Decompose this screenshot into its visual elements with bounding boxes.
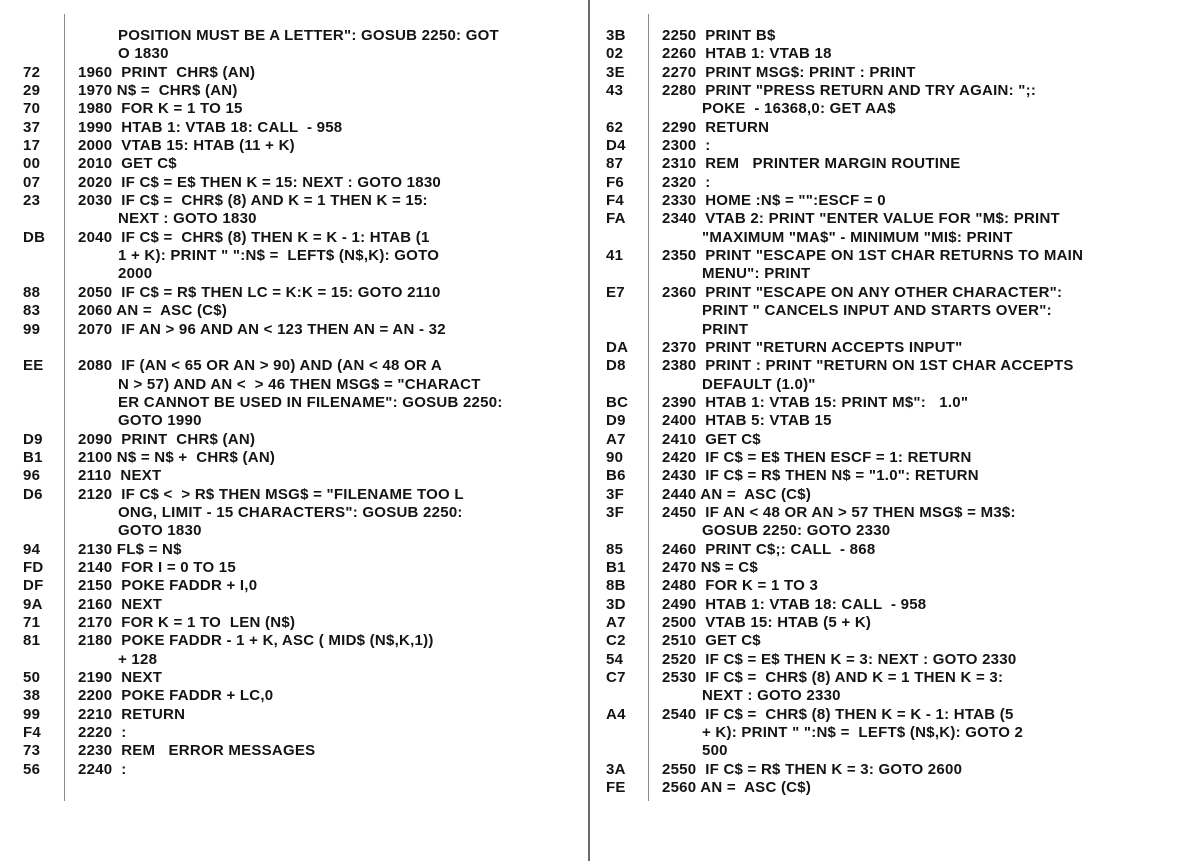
code-line	[0, 339, 590, 357]
checksum: 00	[23, 155, 41, 173]
checksum: B1	[606, 558, 626, 576]
code-text: 2070 IF AN > 96 AND AN < 123 THEN AN = AN - 32	[78, 320, 446, 338]
code-text: 2060 AN = ASC (C$)	[78, 302, 228, 320]
code-line	[592, 632, 1200, 650]
code-line	[592, 265, 1200, 283]
code-line	[592, 174, 1200, 192]
code-continuation: POKE - 16368,0: GET AA$	[702, 100, 896, 118]
code-line	[592, 64, 1200, 82]
checksum: 56	[23, 760, 41, 778]
code-line	[592, 284, 1200, 302]
code-line	[0, 577, 590, 595]
checksum: D9	[606, 412, 626, 430]
checksum: 8B	[606, 577, 626, 595]
checksum: 07	[23, 173, 41, 191]
code-continuation: NEXT : GOTO 1830	[118, 210, 257, 228]
code-line	[592, 724, 1200, 742]
code-line	[0, 394, 590, 412]
code-text: 2560 AN = ASC (C$)	[662, 779, 812, 797]
right-column	[592, 0, 1200, 861]
code-text: 2030 IF C$ = CHR$ (8) AND K = 1 THEN K = 15:	[78, 192, 428, 210]
code-line	[0, 376, 590, 394]
code-text: 2410 GET C$	[662, 430, 761, 448]
code-line	[0, 64, 590, 82]
checksum: 71	[23, 614, 41, 631]
code-text: 2450 IF AN < 48 OR AN > 57 THEN MSG$ = M3$:	[662, 503, 1016, 521]
code-line	[0, 449, 590, 467]
checksum: 43	[606, 82, 624, 100]
code-text: 2280 PRINT "PRESS RETURN AND TRY AGAIN: ";:	[662, 82, 1037, 100]
code-line	[592, 467, 1200, 485]
code-line	[0, 412, 590, 430]
code-text: 2390 HTAB 1: VTAB 15: PRINT M$": 1.0"	[662, 393, 969, 411]
code-text: 2180 POKE FADDR - 1 + K, ASC ( MID$ (N$,K,1))	[78, 632, 434, 650]
code-line	[592, 504, 1200, 522]
code-line	[0, 467, 590, 485]
left-listing	[0, 27, 590, 779]
code-text: 2310 REM PRINTER MARGIN ROUTINE	[662, 155, 961, 173]
code-text: 2100 N$ = N$ + CHR$ (AN)	[78, 448, 276, 466]
code-line	[592, 687, 1200, 705]
code-text: 2190 NEXT	[78, 669, 163, 687]
code-text: 1960 PRINT CHR$ (AN)	[78, 63, 256, 81]
code-text: 1970 N$ = CHR$ (AN)	[78, 82, 238, 100]
code-text: 2530 IF C$ = CHR$ (8) AND K = 1 THEN K = 3:	[662, 669, 1004, 687]
checksum: 17	[23, 137, 41, 155]
code-text: 2350 PRINT "ESCAPE ON 1ST CHAR RETURNS TO MAIN	[662, 247, 1084, 265]
code-line	[0, 247, 590, 265]
checksum: 3D	[606, 595, 626, 613]
code-continuation: "MAXIMUM "MA$" - MINIMUM "MI$: PRINT	[702, 228, 1013, 246]
code-line	[592, 541, 1200, 559]
code-line	[0, 559, 590, 577]
code-continuation: O 1830	[118, 45, 169, 63]
code-line	[0, 431, 590, 449]
code-continuation: + 128	[118, 650, 158, 668]
code-line	[592, 394, 1200, 412]
checksum: 3B	[606, 27, 626, 44]
code-text: 2040 IF C$ = CHR$ (8) THEN K = K - 1: HTAB (1	[78, 228, 430, 246]
code-continuation: ONG, LIMIT - 15 CHARACTERS": GOSUB 2250:	[118, 503, 463, 521]
code-text: 2130 FL$ = N$	[78, 540, 182, 558]
right-listing	[592, 27, 1200, 797]
code-text: 2200 POKE FADDR + LC,0	[78, 687, 274, 705]
code-line	[0, 706, 590, 724]
checksum: FA	[606, 210, 626, 228]
code-continuation: POSITION MUST BE A LETTER": GOSUB 2250: GOT	[118, 27, 499, 44]
code-continuation: DEFAULT (1.0)"	[702, 375, 816, 393]
code-line	[592, 706, 1200, 724]
code-continuation: N > 57) AND AN < > 46 THEN MSG$ = "CHARACT	[118, 375, 481, 393]
code-line	[0, 229, 590, 247]
code-text: 2470 N$ = C$	[662, 558, 758, 576]
code-line	[592, 431, 1200, 449]
code-text: 2120 IF C$ < > R$ THEN MSG$ = "FILENAME TOO L	[78, 485, 464, 503]
checksum: 41	[606, 247, 624, 265]
code-line	[0, 210, 590, 228]
code-text: 2510 GET C$	[662, 632, 761, 650]
checksum: 54	[606, 650, 624, 668]
checksum: 3E	[606, 63, 625, 81]
checksum: D6	[23, 485, 43, 503]
code-text: 2420 IF C$ = E$ THEN ESCF = 1: RETURN	[662, 448, 972, 466]
code-line	[0, 27, 590, 45]
code-line	[592, 82, 1200, 100]
code-text: 1980 FOR K = 1 TO 15	[78, 100, 243, 118]
checksum: BC	[606, 393, 629, 411]
code-line	[592, 229, 1200, 247]
left-column	[0, 0, 590, 861]
checksum: FD	[23, 558, 44, 576]
code-line	[592, 357, 1200, 375]
code-line	[592, 577, 1200, 595]
checksum: C2	[606, 632, 626, 650]
code-continuation: 1 + K): PRINT " ":N$ = LEFT$ (N$,K): GOTO	[118, 247, 440, 265]
code-line	[0, 265, 590, 283]
code-line	[592, 119, 1200, 137]
code-line	[0, 174, 590, 192]
code-line	[0, 669, 590, 687]
code-text: 2230 REM ERROR MESSAGES	[78, 742, 316, 760]
checksum: 70	[23, 100, 41, 118]
code-text: 2480 FOR K = 1 TO 3	[662, 577, 819, 595]
code-text: 2240 :	[78, 760, 127, 778]
code-text: 2380 PRINT : PRINT "RETURN ON 1ST CHAR ACCEPTS	[662, 357, 1074, 375]
code-line	[592, 522, 1200, 540]
code-text: 2010 GET C$	[78, 155, 177, 173]
code-text: 2500 VTAB 15: HTAB (5 + K)	[662, 614, 872, 631]
code-continuation: NEXT : GOTO 2330	[702, 687, 841, 705]
code-line	[592, 614, 1200, 632]
code-continuation: GOTO 1990	[118, 412, 202, 430]
checksum: C7	[606, 669, 626, 687]
code-line	[592, 559, 1200, 577]
code-text: 2340 VTAB 2: PRINT "ENTER VALUE FOR "M$: PRINT	[662, 210, 1060, 228]
checksum: D8	[606, 357, 626, 375]
code-continuation: + K): PRINT " ":N$ = LEFT$ (N$,K): GOTO 2	[702, 724, 1024, 742]
checksum: 83	[23, 302, 41, 320]
code-text: 2210 RETURN	[78, 705, 186, 723]
checksum: D4	[606, 137, 626, 155]
code-text: 2050 IF C$ = R$ THEN LC = K:K = 15: GOTO 2110	[78, 283, 441, 301]
code-line	[592, 779, 1200, 797]
code-line	[592, 669, 1200, 687]
checksum: DB	[23, 228, 46, 246]
code-continuation: ER CANNOT BE USED IN FILENAME": GOSUB 2250:	[118, 393, 503, 411]
code-line	[0, 614, 590, 632]
checksum: 38	[23, 687, 41, 705]
code-line	[0, 522, 590, 540]
checksum: 73	[23, 742, 41, 760]
checksum: 9A	[23, 595, 43, 613]
code-line	[0, 137, 590, 155]
checksum: D9	[23, 430, 43, 448]
code-text: 2460 PRINT C$;: CALL - 868	[662, 540, 876, 558]
code-line	[592, 339, 1200, 357]
code-text: 2360 PRINT "ESCAPE ON ANY OTHER CHARACTER":	[662, 283, 1063, 301]
checksum: 88	[23, 283, 41, 301]
checksum: 62	[606, 118, 624, 136]
checksum: 99	[23, 320, 41, 338]
checksum: 02	[606, 45, 624, 63]
code-text: 2220 :	[78, 724, 127, 742]
code-text: 2520 IF C$ = E$ THEN K = 3: NEXT : GOTO 2330	[662, 650, 1017, 668]
code-text: 2320 :	[662, 173, 711, 191]
code-line	[592, 321, 1200, 339]
code-text: 2300 :	[662, 137, 711, 155]
code-text: 2000 VTAB 15: HTAB (11 + K)	[78, 137, 295, 155]
checksum: 87	[606, 155, 624, 173]
code-line	[0, 761, 590, 779]
checksum: F4	[23, 724, 42, 742]
code-line	[592, 302, 1200, 320]
checksum: 90	[606, 448, 624, 466]
code-line	[0, 541, 590, 559]
code-text: 2270 PRINT MSG$: PRINT : PRINT	[662, 63, 916, 81]
checksum: F6	[606, 173, 625, 191]
code-line	[0, 302, 590, 320]
code-text: 2170 FOR K = 1 TO LEN (N$)	[78, 614, 296, 631]
code-line	[592, 247, 1200, 265]
code-text: 2290 RETURN	[662, 118, 770, 136]
code-line	[0, 45, 590, 63]
code-continuation: GOTO 1830	[118, 522, 202, 540]
checksum: FE	[606, 779, 626, 797]
checksum: 23	[23, 192, 41, 210]
code-text: 2250 PRINT B$	[662, 27, 776, 44]
checksum: A7	[606, 430, 626, 448]
checksum: F4	[606, 192, 625, 210]
code-continuation: PRINT	[702, 320, 749, 338]
code-line	[592, 100, 1200, 118]
code-text: 2430 IF C$ = R$ THEN N$ = "1.0": RETURN	[662, 467, 979, 485]
checksum: A7	[606, 614, 626, 631]
code-line	[0, 596, 590, 614]
code-text: 2140 FOR I = 0 TO 15	[78, 558, 236, 576]
code-text: 2080 IF (AN < 65 OR AN > 90) AND (AN < 48 OR A	[78, 357, 442, 375]
checksum: 29	[23, 82, 41, 100]
code-continuation: 500	[702, 742, 728, 760]
code-text: 1990 HTAB 1: VTAB 18: CALL - 958	[78, 118, 343, 136]
code-line	[0, 284, 590, 302]
code-line	[0, 82, 590, 100]
code-text: 2400 HTAB 5: VTAB 15	[662, 412, 832, 430]
checksum: 3A	[606, 760, 626, 778]
code-line	[0, 357, 590, 375]
code-line	[0, 651, 590, 669]
code-text: 2160 NEXT	[78, 595, 163, 613]
code-line	[592, 449, 1200, 467]
checksum: 99	[23, 705, 41, 723]
code-continuation: PRINT " CANCELS INPUT AND STARTS OVER":	[702, 302, 1052, 320]
code-text: 2540 IF C$ = CHR$ (8) THEN K = K - 1: HTAB (5	[662, 705, 1014, 723]
checksum: 81	[23, 632, 41, 650]
checksum: EE	[23, 357, 44, 375]
checksum: 50	[23, 669, 41, 687]
code-continuation: MENU": PRINT	[702, 265, 811, 283]
code-line	[592, 761, 1200, 779]
code-line	[0, 632, 590, 650]
code-text: 2260 HTAB 1: VTAB 18	[662, 45, 832, 63]
code-line	[0, 486, 590, 504]
code-line	[0, 119, 590, 137]
code-line	[592, 412, 1200, 430]
checksum: E7	[606, 283, 625, 301]
code-line	[592, 155, 1200, 173]
code-line	[0, 504, 590, 522]
code-line	[592, 742, 1200, 760]
code-text: 2490 HTAB 1: VTAB 18: CALL - 958	[662, 595, 927, 613]
code-line	[0, 321, 590, 339]
code-text: 2550 IF C$ = R$ THEN K = 3: GOTO 2600	[662, 760, 963, 778]
code-line	[592, 192, 1200, 210]
checksum: 85	[606, 540, 624, 558]
code-text: 2150 POKE FADDR + I,0	[78, 577, 258, 595]
code-line	[592, 137, 1200, 155]
checksum: DF	[23, 577, 44, 595]
code-line	[0, 687, 590, 705]
code-line	[0, 742, 590, 760]
code-line	[592, 376, 1200, 394]
checksum: B6	[606, 467, 626, 485]
code-line	[0, 724, 590, 742]
code-line	[592, 596, 1200, 614]
column-divider	[588, 0, 590, 861]
code-text: 2090 PRINT CHR$ (AN)	[78, 430, 256, 448]
checksum: 72	[23, 63, 41, 81]
checksum: 3F	[606, 503, 625, 521]
code-continuation: GOSUB 2250: GOTO 2330	[702, 522, 891, 540]
checksum: 37	[23, 118, 41, 136]
checksum: DA	[606, 338, 629, 356]
code-line	[0, 155, 590, 173]
code-line	[592, 486, 1200, 504]
code-line	[592, 651, 1200, 669]
code-continuation: 2000	[118, 265, 153, 283]
checksum: A4	[606, 705, 626, 723]
code-line	[592, 27, 1200, 45]
code-line	[0, 192, 590, 210]
code-line	[0, 100, 590, 118]
code-text: 2020 IF C$ = E$ THEN K = 15: NEXT : GOTO 1830	[78, 173, 442, 191]
code-text: 2440 AN = ASC (C$)	[662, 485, 812, 503]
code-text: 2330 HOME :N$ = "":ESCF = 0	[662, 192, 886, 210]
checksum: B1	[23, 448, 43, 466]
checksum: 96	[23, 467, 41, 485]
code-text: 2110 NEXT	[78, 467, 162, 485]
code-text: 2370 PRINT "RETURN ACCEPTS INPUT"	[662, 338, 963, 356]
code-line	[592, 45, 1200, 63]
checksum: 3F	[606, 485, 625, 503]
code-line	[592, 210, 1200, 228]
checksum: 94	[23, 540, 41, 558]
